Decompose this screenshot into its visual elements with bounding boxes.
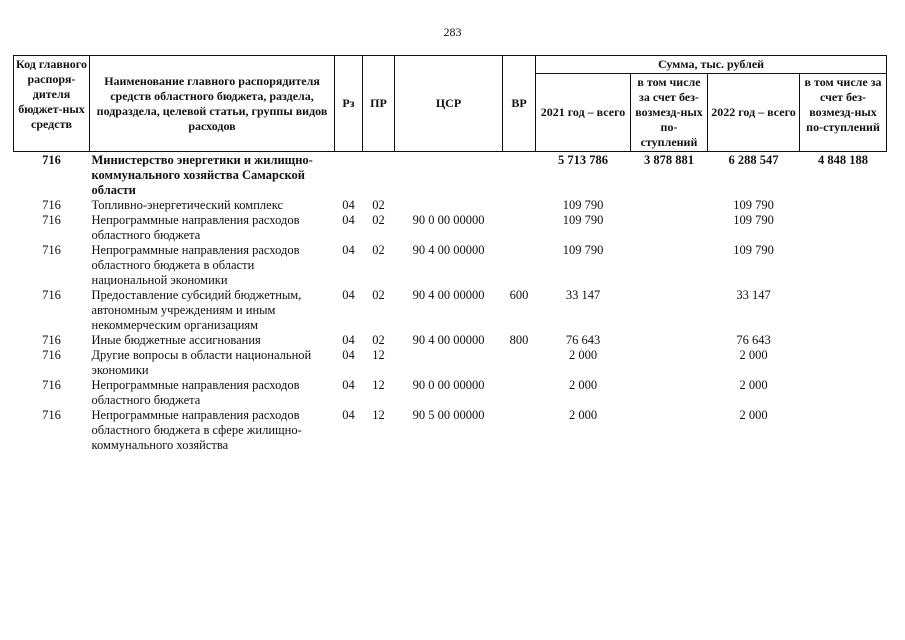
cell-name: Предоставление субсидий бюджетным, автономным учреждениям и иным некоммерческим организациям (91, 288, 302, 332)
cell-2022-grants (800, 333, 887, 348)
cell-2021-total: 2 000 (568, 378, 598, 392)
header-2021-total: 2021 год – всего (536, 74, 631, 152)
header-sum: Сумма, тыс. рублей (536, 56, 887, 74)
cell-code: 716 (42, 213, 61, 227)
cell-vr (503, 198, 536, 213)
cell-rz: 04 (342, 348, 355, 362)
table-row (14, 408, 887, 453)
cell-vr (503, 408, 536, 453)
header-csr: ЦСР (395, 56, 503, 152)
cell-vr: 800 (509, 333, 529, 347)
table-row (14, 198, 887, 213)
cell-2021-grants (631, 288, 708, 333)
cell-code: 716 (42, 288, 61, 302)
header-vr: ВР (503, 56, 536, 152)
cell-2021-total: 5 713 786 (558, 153, 608, 167)
cell-code: 716 (42, 378, 61, 392)
header-2022-grants: в том числе за счет без-возмезд-ных по-ступлений (800, 74, 887, 152)
cell-vr (503, 152, 536, 199)
cell-csr (395, 152, 503, 199)
cell-rz: 04 (342, 243, 355, 257)
table-row (14, 333, 887, 348)
table-header (14, 56, 887, 152)
cell-2022-total: 109 790 (733, 243, 774, 257)
cell-2022-grants (800, 408, 887, 453)
cell-2021-grants (631, 213, 708, 243)
cell-name: Другие вопросы в области национальной экономики (91, 348, 312, 377)
cell-rz (335, 152, 363, 199)
cell-2022-total: 76 643 (736, 333, 771, 347)
cell-pr: 02 (372, 333, 385, 347)
cell-name: Непрограммные направления расходов областного бюджета в сфере жилищно-коммунального хозяйства (91, 408, 302, 452)
cell-rz: 04 (342, 288, 355, 302)
cell-vr (503, 243, 536, 288)
cell-pr: 12 (372, 348, 385, 362)
header-name: Наименование главного распорядителя средств областного бюджета, раздела, подраздела, целевой статьи, группы видов расходов (90, 56, 335, 152)
cell-2022-total: 2 000 (739, 348, 768, 362)
cell-code: 716 (42, 153, 61, 167)
cell-2022-grants (800, 348, 887, 378)
table-row (14, 243, 887, 288)
cell-2022-total: 2 000 (739, 378, 768, 392)
cell-2021-grants (631, 333, 708, 348)
cell-csr: 90 5 00 00000 (412, 408, 485, 422)
cell-pr: 02 (372, 213, 385, 227)
cell-2021-total: 2 000 (568, 408, 598, 422)
table-row (14, 348, 887, 378)
table-row (14, 213, 887, 243)
table-row (14, 378, 887, 408)
budget-table (13, 55, 887, 453)
cell-2021-total: 109 790 (562, 198, 604, 212)
cell-2021-grants (631, 378, 708, 408)
cell-vr (503, 213, 536, 243)
cell-2022-total: 33 147 (736, 288, 771, 302)
cell-2021-grants (631, 198, 708, 213)
cell-2021-grants (631, 348, 708, 378)
cell-2022-total: 6 288 547 (728, 153, 779, 167)
cell-2022-grants (800, 243, 887, 288)
cell-csr (395, 348, 503, 378)
cell-2022-grants (800, 213, 887, 243)
cell-code: 716 (42, 348, 61, 362)
table-row (14, 152, 887, 199)
cell-rz: 04 (342, 333, 355, 347)
cell-vr (503, 348, 536, 378)
cell-name: Топливно-энергетический комплекс (91, 198, 283, 212)
cell-code: 716 (42, 333, 61, 347)
cell-csr: 90 0 00 00000 (412, 213, 485, 227)
cell-vr: 600 (509, 288, 529, 302)
cell-2022-grants (800, 288, 887, 333)
table-body (14, 152, 887, 454)
cell-code: 716 (42, 243, 61, 257)
cell-code: 716 (42, 408, 61, 422)
cell-2021-grants (631, 243, 708, 288)
cell-pr: 02 (372, 198, 385, 212)
cell-2022-grants (800, 378, 887, 408)
table-row (14, 288, 887, 333)
cell-pr: 12 (372, 408, 385, 422)
cell-pr (363, 152, 395, 199)
cell-name: Иные бюджетные ассигнования (91, 333, 261, 347)
header-code: Код главного распоря-дителя бюджет-ных средств (14, 56, 90, 152)
header-2021-grants: в том числе за счет без-возмезд-ных по-ступлений (631, 74, 708, 152)
cell-name: Непрограммные направления расходов областного бюджета (91, 213, 300, 242)
cell-code: 716 (42, 198, 61, 212)
cell-2022-grants: 4 848 188 (818, 153, 869, 167)
cell-pr: 02 (372, 288, 385, 302)
header-2022-total: 2022 год – всего (708, 74, 800, 152)
header-pr: ПР (363, 56, 395, 152)
page-number: 283 (443, 25, 462, 39)
cell-csr: 90 0 00 00000 (412, 378, 485, 392)
cell-pr: 02 (372, 243, 385, 257)
cell-rz: 04 (342, 408, 355, 422)
cell-2022-total: 109 790 (733, 213, 774, 227)
cell-2021-grants: 3 878 881 (644, 153, 694, 167)
cell-csr: 90 4 00 00000 (412, 288, 485, 302)
header-rz: Рз (335, 56, 363, 152)
header-row-1 (14, 56, 887, 74)
cell-2021-total: 2 000 (568, 348, 598, 362)
cell-name: Непрограммные направления расходов областного бюджета (91, 378, 300, 407)
cell-pr: 12 (372, 378, 385, 392)
cell-name: Министерство энергетики и жилищно-коммунального хозяйства Самарской области (91, 153, 313, 197)
cell-rz: 04 (342, 378, 355, 392)
cell-2022-grants (800, 198, 887, 213)
cell-2021-total: 109 790 (562, 243, 604, 257)
cell-2022-total: 2 000 (739, 408, 768, 422)
cell-2022-total: 109 790 (733, 198, 774, 212)
cell-2021-grants (631, 408, 708, 453)
cell-csr (395, 198, 503, 213)
cell-2021-total: 33 147 (565, 288, 601, 302)
cell-name: Непрограммные направления расходов областного бюджета в области национальной экономики (91, 243, 300, 287)
cell-csr: 90 4 00 00000 (412, 243, 485, 257)
cell-2021-total: 109 790 (562, 213, 604, 227)
cell-rz: 04 (342, 213, 355, 227)
cell-vr (503, 378, 536, 408)
cell-csr: 90 4 00 00000 (412, 333, 485, 347)
cell-2021-total: 76 643 (565, 333, 601, 347)
cell-rz: 04 (342, 198, 355, 212)
